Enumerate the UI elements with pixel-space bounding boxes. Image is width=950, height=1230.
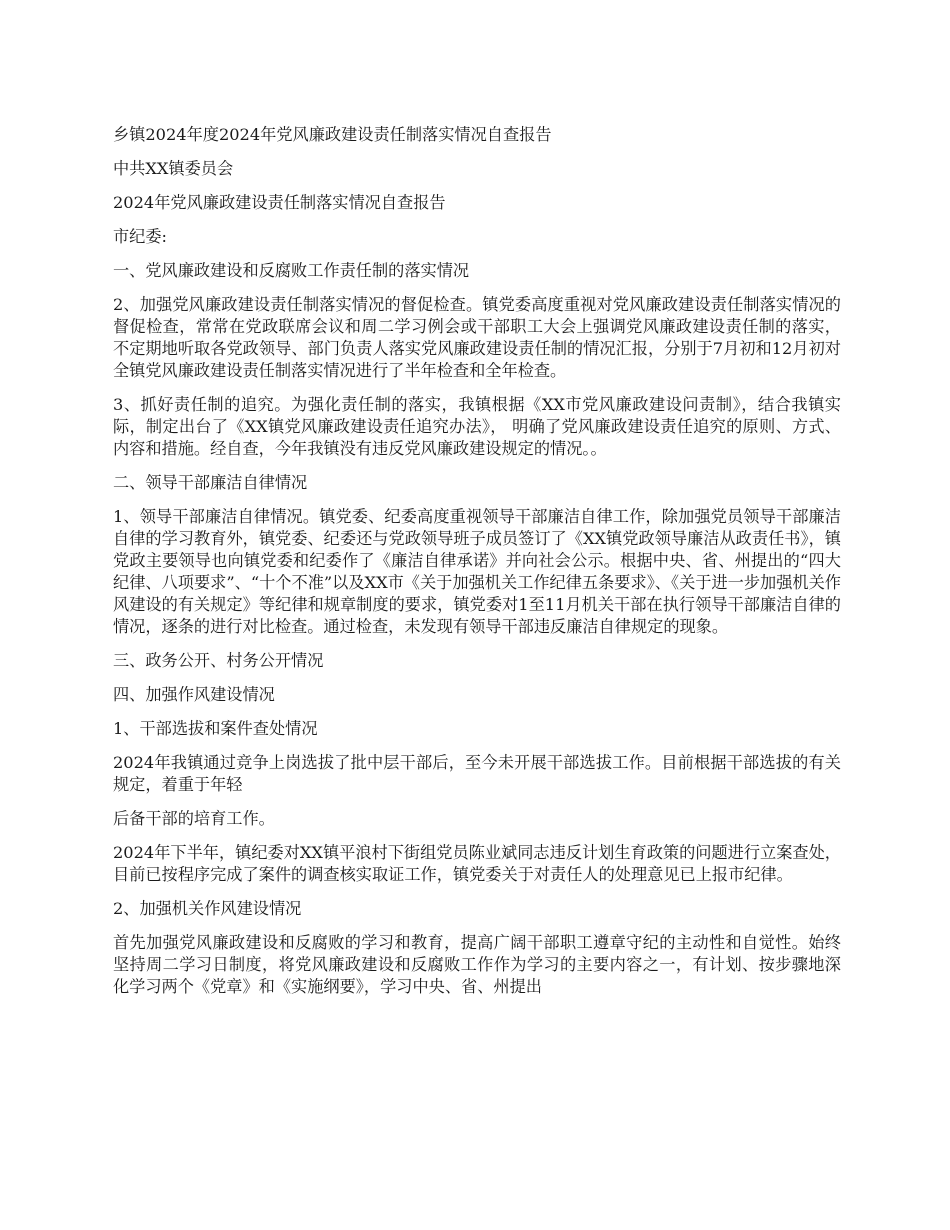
paragraph-reserve-cadres: 后备干部的培育工作。: [113, 809, 275, 828]
paragraph-cadre-selection: 2024年我镇通过竞争上岗选拔了批中层干部后，至今未开展干部选拔工作。目前根据干部选拔的有关规定，着重于年轻: [113, 753, 841, 794]
subheading-organ-style: 2、加强机关作风建设情况: [113, 899, 302, 918]
salutation: 市纪委:: [113, 227, 168, 246]
report-subtitle: 2024年党风廉政建设责任制落实情况自查报告: [113, 193, 446, 212]
document-body: [113, 124, 841, 1010]
paragraph-self-discipline: 1、领导干部廉洁自律情况。镇党委、纪委高度重视领导干部廉洁自律工作，除加强党员领导干部廉洁自律的学习教育外，镇党委、纪委还与党政领导班子成员签订了《XX镇党政领导廉洁从政责任书》，镇党政主要领导也向镇党委和纪委作了《廉洁自律承诺》并向社会公示。根据中央、省、州提出的“四大纪律、八项要求”、“十个不准”以及XX市《关于加强机关工作纪律五条要求》、《关于进一步加强机关作风建设的有关规定》等纪律和规章制度的要求，镇党委对1至11月机关干部在执行领导干部廉洁自律的情况，逐条的进行对比检查。通过检查，未发现有领导干部违反廉洁自律规定的现象。: [113, 507, 841, 636]
issuer-line: 中共XX镇委员会: [113, 159, 234, 178]
paragraph-supervision: 2、加强党风廉政建设责任制落实情况的督促检查。镇党委高度重视对党风廉政建设责任制落实情况的督促检查，常常在党政联席会议和周二学习例会或干部职工大会上强调党风廉政建设责任制的落实，不定期地听取各党政领导、部门负责人落实党风廉政建设责任制的情况汇报，分别于7月初和12月初对全镇党风廉政建设责任制落实情况进行了半年检查和全年检查。: [113, 295, 841, 380]
section-heading-4: 四、加强作风建设情况: [113, 685, 275, 704]
paragraph-case-handling: 2024年下半年，镇纪委对XX镇平浪村下街组党员陈业斌同志违反计划生育政策的问题进行立案查处，目前已按程序完成了案件的调查核实取证工作，镇党委关于对责任人的处理意见已上报市纪律。: [113, 843, 841, 884]
section-heading-3: 三、政务公开、村务公开情况: [113, 651, 324, 670]
document-title: 乡镇2024年度2024年党风廉政建设责任制落实情况自查报告: [113, 125, 552, 144]
section-heading-1: 一、党风廉政建设和反腐败工作责任制的落实情况: [113, 261, 470, 280]
subheading-cadre-selection: 1、干部选拔和案件查处情况: [113, 719, 318, 738]
section-heading-2: 二、领导干部廉洁自律情况: [113, 473, 308, 492]
paragraph-accountability: 3、抓好责任制的追究。为强化责任制的落实，我镇根据《XX市党风廉政建设问责制》，结合我镇实际，制定出台了《XX镇党风廉政建设责任追究办法》， 明确了党风廉政建设责任追究的原则、方式、内容和措施。经自查，今年我镇没有违反党风廉政建设规定的情况。。: [113, 395, 841, 458]
paragraph-study-education: 首先加强党风廉政建设和反腐败的学习和教育，提高广阔干部职工遵章守纪的主动性和自觉性。始终坚持周二学习日制度，将党风廉政建设和反腐败工作作为学习的主要内容之一，有计划、按步骤地深化学习两个《党章》和《实施纲要》，学习中央、省、州提出: [113, 933, 841, 996]
